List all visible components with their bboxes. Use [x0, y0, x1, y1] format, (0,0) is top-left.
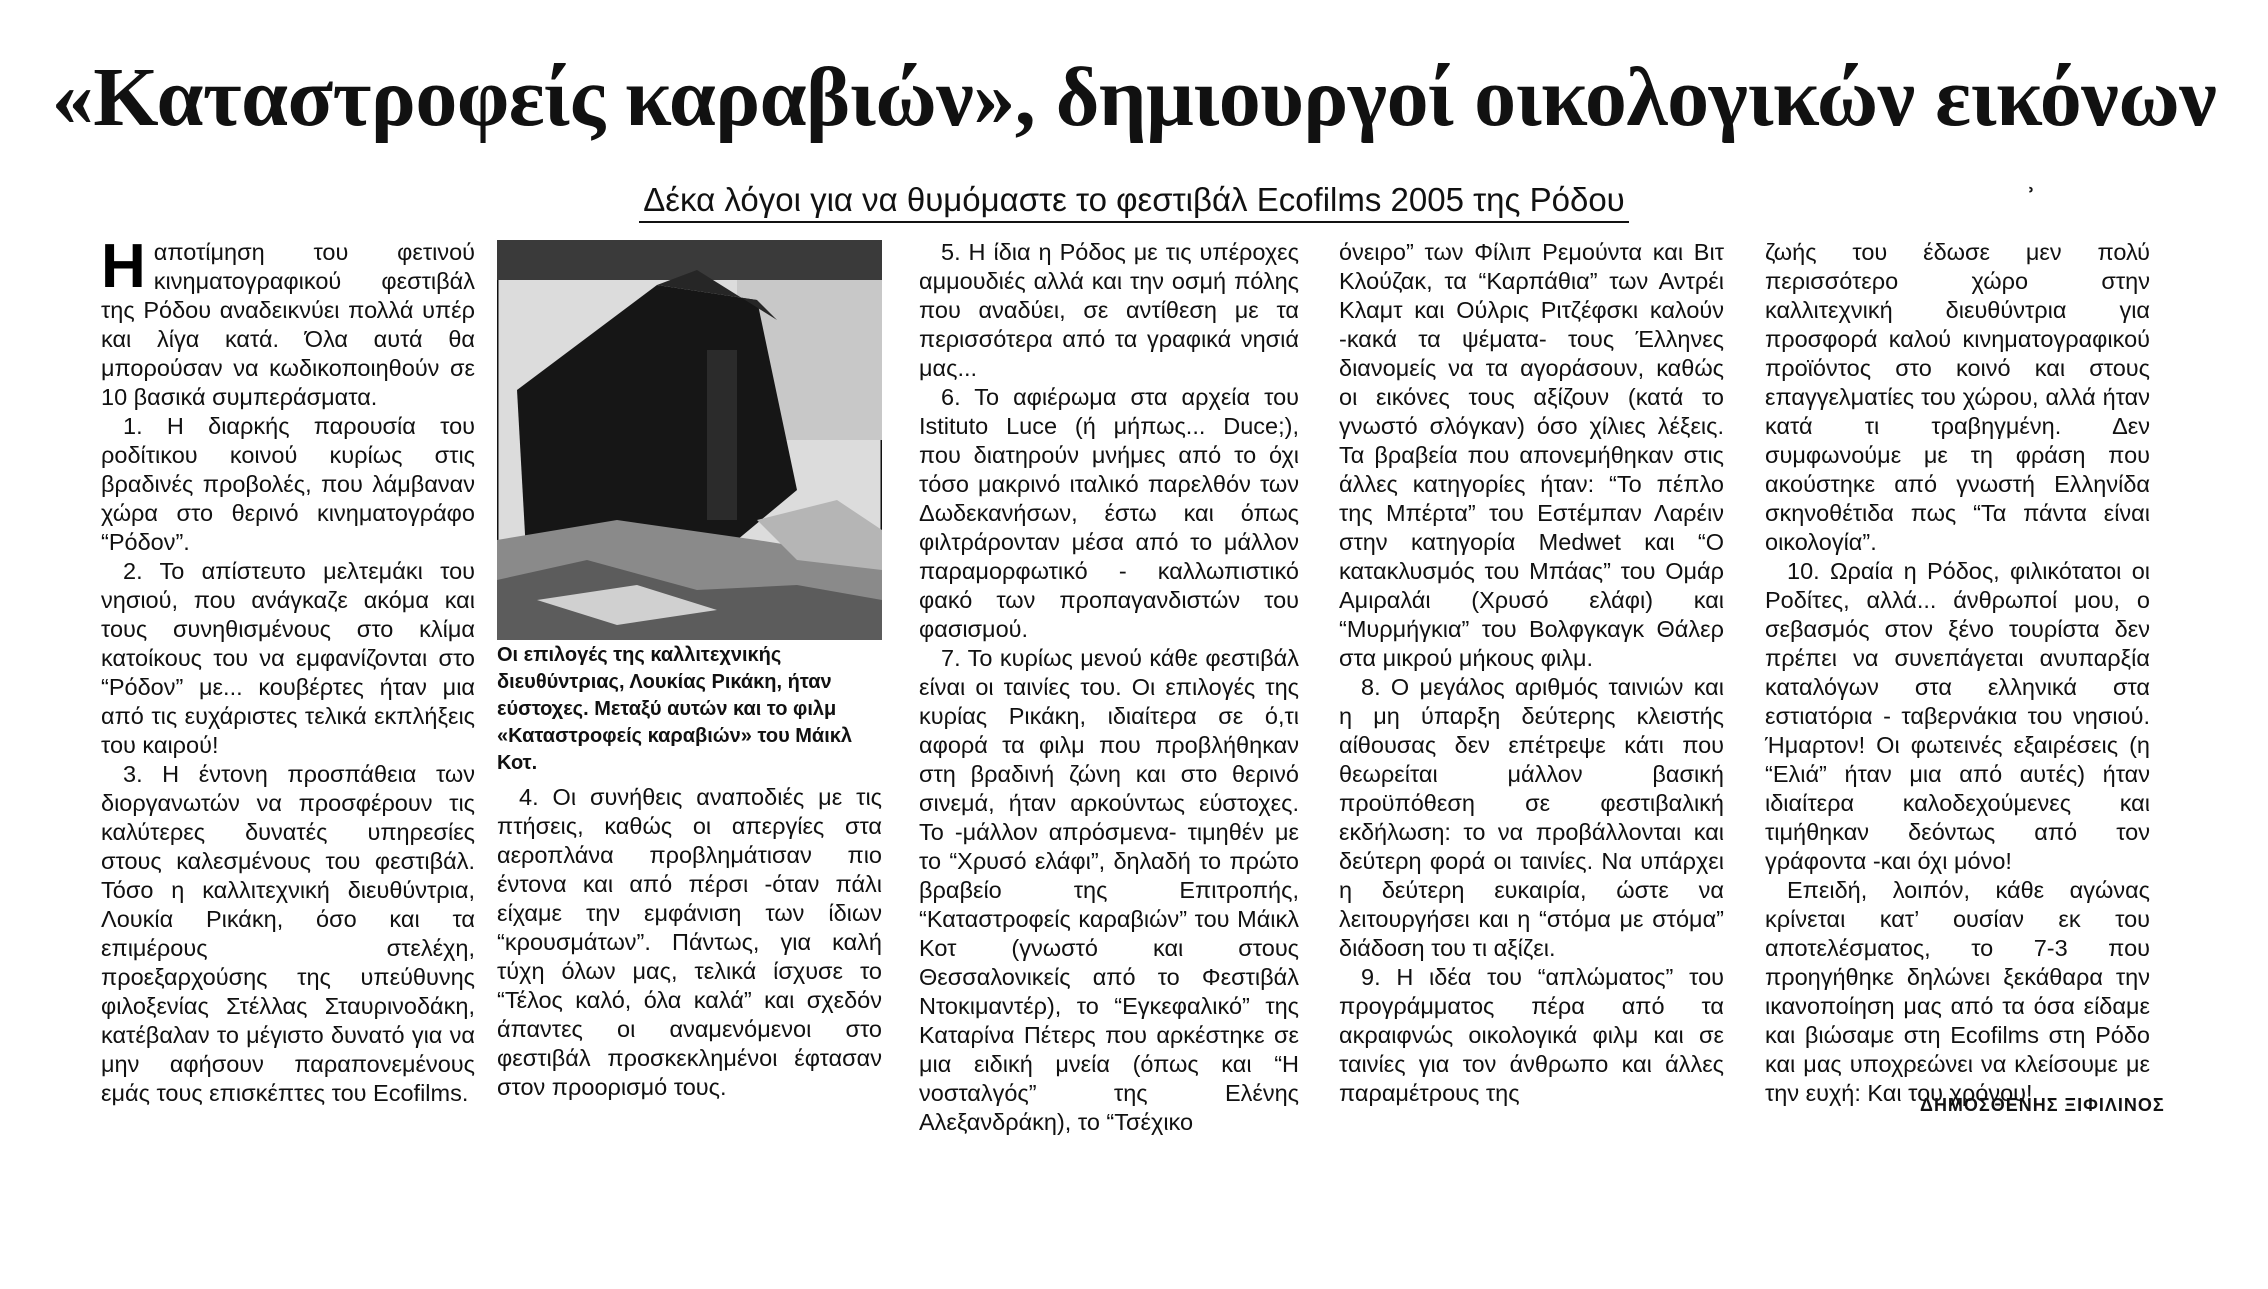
subheadline [0, 183, 2268, 216]
point-7-continued: όνειρο” των Φίλιπ Ρεμούντα και Βιτ Κλούζακ, τα “Καρπάθια” των Αντρέι Κλαμτ και Ούλρις Ριτζέφσκι καλούν -κακά τα ψέματα- τους Έλληνες διανομείς να τα αγοράσουν, καθώς οι εικόνες τους αξίζουν (κατά το γνωστό σλόγκαν) όσο χίλιες λέξεις. Τα βραβεία που απονεμήθηκαν στις άλλες κατηγορίες ήταν: “Το πέπλο της Μπέρτα” του Εστέμπαν Λαρέιν στην κατηγορία Medwet και “Ο κατακλυσμός του Μπάας” του Ομάρ Αμιραλάι (Χρυσό ελάφι) και “Μυρμήγκια” του Βολφγκαγκ Θάλερ στα μικρού μήκους φιλμ. [1339, 239, 1724, 671]
intro-paragraph [101, 232, 475, 412]
point-8: 8. Ο μεγάλος αριθμός ταινιών και η μη ύπαρξη δεύτερης κλειστής αίθουσας δεν επέτρεψε κάτι που θεωρείται μάλλον βασική προϋπόθεση σε φεστιβαλική εκδήλωση: το να προβάλλονται και δεύτερη φορά οι ταινίες. Να υπάρχει η δεύτερη ευκαιρία, ώστε να λειτουργήσει και η “στόμα με στόμα” διάδοση του τι αξίζει. [1339, 674, 1724, 961]
point-10: 10. Ωραία η Ρόδος, φιλικότατοι οι Ροδίτες, αλλά... άνθρωποί μου, ο σεβασμός στον ξένο τουρίστα δεν πρέπει να συνεπάγεται ανυπαρξία καταλόγων στα ελληνικά στα εστιατόρια - ταβερνάκια του νησιού. Ήμαρτον! Οι φωτεινές εξαιρέσεις (η “Ελιά” ήταν μια από αυτές) ήταν ιδιαίτερα καλοδεχούμενες και τιμήθηκαν δεόντως από τον γράφοντα -και όχι μόνο! [1765, 558, 2150, 874]
point-7: 7. Το κυρίως μενού κάθε φεστιβάλ είναι οι ταινίες του. Οι επιλογές της κυρίας Ρικάκη, ιδιαίτερα σε ό,τι αφορά τα φιλμ που προβλήθηκαν στη βραδινή ζώνη και στο θερινό σινεμά, ήταν αρκούντως εύστοχες. Το -μάλλον απρόσμενα- τιμηθέν με το “Χρυσό ελάφι”, δηλαδή το πρώτο βραβείο της Επιτροπής, “Καταστροφείς καραβιών” του Μάικλ Κοτ (γνωστό και στους Θεσσαλονικείς από το Φεστιβάλ Ντοκιμαντέρ), το “Εγκεφαλικό” της Καταρίνα Πέτερς που αρκέστηκε σε μια ειδική μνεία (όπως και “Η νοσταλγός” της Ελένης Αλεξανδράκη), το “Τσέχικο [919, 645, 1299, 1135]
column-3 [919, 238, 1299, 1137]
column-5 [1765, 238, 2150, 1108]
dropcap: Η [101, 232, 146, 301]
subheadline-text: Δέκα λόγοι για να θυμόμαστε το φεστιβάλ Ecofilms 2005 της Ρόδου [639, 181, 1628, 223]
point-6: 6. Το αφιέρωμα στα αρχεία του Istituto Luce (ή μήπως... Duce;), που διατηρούν μνήμες από το όχι τόσο μακρινό ιταλικό παρελθόν των Δωδεκανήσων, έστω και όπως φιλτράρονταν μέσα από το μάλλον παραμορφωτικό - καλλωπιστικό φακό των προπαγανδιστών του φασισμού. [919, 384, 1299, 642]
column-4 [1339, 238, 1724, 1108]
closing-paragraph: Επειδή, λοιπόν, κάθε αγώνας κρίνεται κατ’ ουσίαν εκ του αποτελέσματος, το 7-3 που προηγήθηκε δηλώνει ξεκάθαρα την ικανοποίηση μας από τα όσα είδαμε και βιώσαμε στη Ecofilms στη Ρόδο και μας υποχρεώνει να κλείσουμε με την ευχή: Και του χρόνου! [1765, 877, 2150, 1106]
photo-caption: Οι επιλογές της καλλιτεχνικής διευθύντριας, Λουκίας Ρικάκη, ήταν εύστοχες. Μεταξύ αυτών και το φιλμ «Καταστροφείς καραβιών» του Μάικλ Κοτ. [497, 644, 853, 774]
column-1 [101, 232, 475, 1108]
shipwreck-photo [497, 240, 882, 640]
margin-mark: ʾ [2026, 183, 2036, 216]
point-5: 5. Η ίδια η Ρόδος με τις υπέροχες αμμουδιές αλλά και την οσμή πόλης που αναδύει, σε αντίθεση με τα περισσότερα από τα γραφικά νησιά μας... [919, 239, 1299, 381]
shipwreck-photo-graphic [497, 240, 882, 640]
point-9-continued: ζωής του έδωσε μεν πολύ περισσότερο χώρο στην καλλιτεχνική διευθύντρια για προσφορά καλού κινηματογραφικού προϊόντος στο κοινό και στους επαγγελματίες του χώρου, αλλά ήταν κατά τι τραβηγμένη. Δεν συμφωνούμε με τη φράση που ακούστηκε από γνωστή Ελληνίδα σκηνοθέτιδα πως “Τα πάντα είναι οικολογία”. [1765, 239, 2150, 555]
intro-text: αποτίμηση του φετινού κινηματογραφικού φεστιβάλ της Ρόδου αναδεικνύει πολλά υπέρ και λίγα κατά. Όλα αυτά θα μπορούσαν να κωδικοποιηθούν σε 10 βασικά συμπεράσματα. [101, 239, 475, 410]
headline: «Καταστροφείς καραβιών», δημιουργοί οικολογικών εικόνων [51, 51, 2217, 144]
point-1: 1. Η διαρκής παρουσία του ροδίτικου κοινού κυρίως στις βραδινές προβολές, που λάμβαναν χώρα στο θερινό κινηματογράφο “Ρόδον”. [101, 413, 475, 555]
point-4: 4. Οι συνήθεις αναποδιές με τις πτήσεις, καθώς οι απεργίες στα αεροπλάνα προβλημάτισαν πιο έντονα και από πέρσι -όταν πάλι είχαμε την εμφάνιση των ίδιων “κρουσμάτων”. Πάντως, για καλή τύχη όλων μας, τελικά ίσχυσε το “Τέλος καλό, όλα καλά” και σχεδόν άπαντες οι αναμενόμενοι στο φεστιβάλ προσκεκλημένοι έφτασαν στον προορισμό τους. [497, 784, 882, 1100]
byline: ΔΗΜΟΣΘΕΝΗΣ ΞΙΦΙΛΙΝΟΣ [1920, 1095, 2165, 1115]
point-2: 2. Το απίστευτο μελτεμάκι του νησιού, που ανάγκαζε ακόμα και τους συνηθισμένους στο κλίμα κατοίκους του να εμφανίζονται στο “Ρόδον” με... κουβέρτες ήταν μια από τις ευχάριστες τελικά εκπλήξεις του καιρού! [101, 558, 475, 758]
point-3: 3. Η έντονη προσπάθεια των διοργανωτών να προσφέρουν τις καλύτερες δυνατές υπηρεσίες στους καλεσμένους του φεστιβάλ. Τόσο η καλλιτεχνική διευθύντρια, Λουκία Ρικάκη, όσο και τα επιμέρους στελέχη, προεξαρχούσης της υπεύθυνης φιλοξενίας Στέλλας Σταυρινοδάκη, κατέβαλαν το μέγιστο δυνατό για να μην αφήσουν παραπονεμένους εμάς τους επισκέπτες του Ecofilms. [101, 761, 475, 1106]
point-9: 9. Η ιδέα του “απλώματος” του προγράμματος πέρα από τα ακραιφνώς οικολογικά φιλμ και σε ταινίες για τον άνθρωπο και άλλες παραμέτρους της [1339, 964, 1724, 1106]
